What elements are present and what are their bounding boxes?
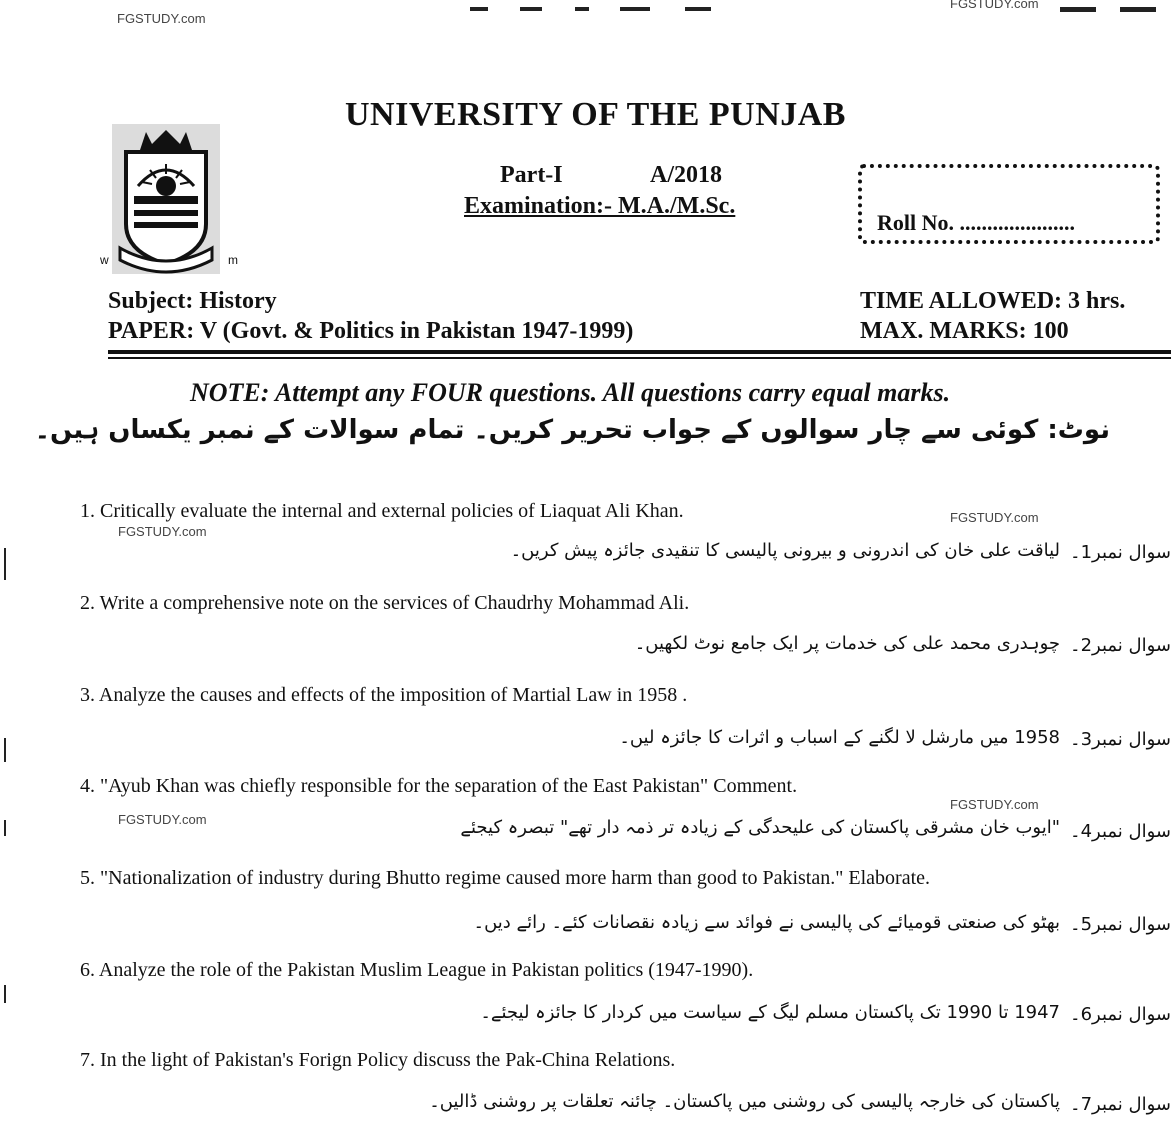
scan-artifact-top [470, 0, 730, 6]
question-5-urdu: بھٹو کی صنعتی قومیائے کی پالیسی نے فوائد سے زیادہ نقصانات کئے۔ رائے دیں۔ [473, 912, 1060, 933]
scan-margin-mark [4, 820, 6, 836]
part-label: Part-I [500, 162, 563, 188]
question-5-english: 5. "Nationalization of industry during Bhutto regime caused more harm than good to Pakistan." Elaborate. [80, 867, 931, 889]
max-marks: MAX. MARKS: 100 [860, 318, 1069, 344]
question-6-urdu: 1947 تا 1990 تک پاکستان مسلم لیگ کے سیاست میں کردار کا جائزہ لیجئے۔ [480, 1002, 1060, 1023]
divider-thin [108, 357, 1171, 359]
question-1-english: 1. Critically evaluate the internal and external policies of Liaquat Ali Khan. [80, 500, 684, 522]
question-2-english: 2. Write a comprehensive note on the services of Chaudrhy Mohammad Ali. [80, 592, 690, 614]
question-5-number-urdu: سوال نمبر5۔ [1070, 914, 1171, 935]
question-7-english: 7. In the light of Pakistan's Forign Policy discuss the Pak-China Relations. [80, 1049, 676, 1071]
paper-label: PAPER: V (Govt. & Politics in Pakistan 1947-1999) [108, 318, 634, 344]
session-label: A/2018 [650, 162, 722, 188]
scan-margin-mark [4, 985, 6, 1003]
roll-number-field: Roll No. ..................... [877, 210, 1075, 235]
question-1-urdu: لیاقت علی خان کی اندرونی و بیرونی پالیسی کا تنقیدی جائزہ پیش کریں۔ [510, 540, 1060, 561]
question-7-number-urdu: سوال نمبر7۔ [1070, 1094, 1171, 1115]
watermark-q1-below: FGSTUDY.com [118, 524, 207, 539]
question-3-number-urdu: سوال نمبر3۔ [1070, 729, 1171, 750]
question-1-number-urdu: سوال نمبر1۔ [1070, 542, 1171, 563]
question-4-english: 4. "Ayub Khan was chiefly responsible for the separation of the East Pakistan" Comment. [80, 775, 798, 797]
question-4-urdu: "ایوب خان مشرقی پاکستان کی علیحدگی کے زیادہ تر ذمہ دار تھے" تبصرہ کیجئے [460, 817, 1060, 838]
watermark-q4: FGSTUDY.com [950, 797, 1039, 812]
question-2-number-urdu: سوال نمبر2۔ [1070, 635, 1171, 656]
examination-label: Examination:- M.A./M.Sc. [464, 193, 736, 219]
scan-margin-mark [4, 738, 6, 762]
watermark-top-right: FGSTUDY.com [950, 0, 1039, 11]
question-6-number-urdu: سوال نمبر6۔ [1070, 1004, 1171, 1025]
divider-thick [108, 350, 1171, 354]
note-english: NOTE: Attempt any FOUR questions. All questions carry equal marks. [190, 378, 951, 407]
note-urdu: نوٹ: کوئی سے چار سوالوں کے جواب تحریر کریں۔ تمام سوالات کے نمبر یکساں ہیں۔ [34, 415, 1110, 445]
question-2-urdu: چوہدری محمد علی کی خدمات پر ایک جامع نوٹ لکھیں۔ [634, 633, 1060, 654]
watermark-top-left: FGSTUDY.com [117, 11, 206, 26]
scan-artifact-top-right [1060, 0, 1160, 8]
question-7-urdu: پاکستان کی خارجہ پالیسی کی روشنی میں پاکستان۔ چائنہ تعلقات پر روشنی ڈالیں۔ [429, 1091, 1060, 1112]
subject-label: Subject: History [108, 288, 277, 314]
watermark-q4-left: FGSTUDY.com [118, 812, 207, 827]
watermark-q1: FGSTUDY.com [950, 510, 1039, 525]
logo-watermark-m: m [228, 253, 238, 267]
question-4-number-urdu: سوال نمبر4۔ [1070, 821, 1171, 842]
question-6-english: 6. Analyze the role of the Pakistan Muslim League in Pakistan politics (1947-1990). [80, 959, 754, 981]
time-allowed: TIME ALLOWED: 3 hrs. [860, 288, 1126, 314]
logo-watermark-w: w [100, 253, 109, 267]
question-3-english: 3. Analyze the causes and effects of the imposition of Martial Law in 1958 . [80, 684, 688, 706]
scan-margin-mark [4, 548, 6, 580]
question-3-urdu: 1958 میں مارشل لا لگنے کے اسباب و اثرات کا جائزہ لیں۔ [619, 727, 1060, 748]
university-title: UNIVERSITY OF THE PUNJAB [345, 96, 846, 133]
university-crest-logo [112, 124, 220, 274]
